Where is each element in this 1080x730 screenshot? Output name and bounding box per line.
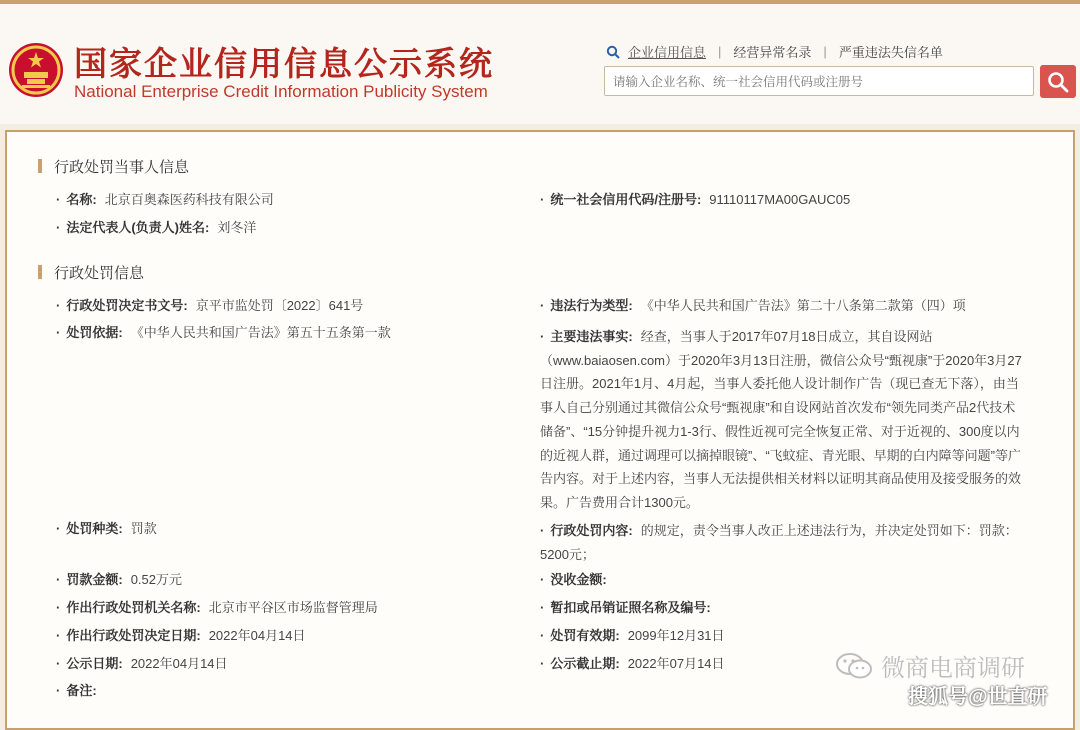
field-publish-date: · 公示日期: 2022年04月14日 <box>56 656 228 671</box>
field-basis: · 处罚依据: 《中华人民共和国广告法》第五十五条第一款 <box>56 325 391 340</box>
field-publish-end: · 公示截止期: 2022年07月14日 <box>540 656 725 671</box>
field-penalty-content: · 行政处罚内容: 的规定，责令当事人改正上述违法行为，并决定处罚如下：罚款：5200元； <box>540 523 1018 562</box>
link-abnormal-list[interactable]: 经营异常名录 <box>733 45 812 60</box>
value-violation-type: 《中华人民共和国广告法》第二十八条第二款第（四）项 <box>640 298 966 313</box>
top-links <box>606 42 943 61</box>
search-input[interactable] <box>611 68 1015 96</box>
label-publish-date: 公示日期: <box>66 656 123 671</box>
label-doc-no: 行政处罚决定书文号: <box>66 298 188 313</box>
value-validity: 2099年12月31日 <box>627 628 725 643</box>
label-remark: 备注: <box>66 683 97 698</box>
label-main-facts: 主要违法事实: <box>550 329 633 344</box>
field-confiscation: · 没收金额: <box>540 572 607 587</box>
site-title-en: National Enterprise Credit Information Publicity System <box>74 82 488 101</box>
section-party-title <box>38 156 189 177</box>
label-fine-amount: 罚款金额: <box>66 572 123 587</box>
field-validity: · 处罚有效期: 2099年12月31日 <box>540 628 725 643</box>
watermark-source: 搜狐号@世直研 <box>908 686 1048 708</box>
label-basis: 处罚依据: <box>66 325 123 340</box>
field-fine-amount: · 罚款金额: 0.52万元 <box>56 572 182 587</box>
section-party-title-text: 行政处罚当事人信息 <box>54 159 190 176</box>
field-penalty-kind: · 处罚种类: 罚款 <box>56 521 157 536</box>
value-authority: 北京市平谷区市场监督管理局 <box>208 600 378 615</box>
search-button[interactable] <box>1040 65 1076 98</box>
label-legal-rep: 法定代表人(负责人)姓名: <box>66 220 210 235</box>
label-license: 暂扣或吊销证照名称及编号: <box>550 600 711 615</box>
field-main-facts: · 主要违法事实: 经查，当事人于2017年07月18日成立，其自设网站（www.baiaosen.com）于2020年3月13日注册，微信公众号“甄视康”于2020年3月27日注册。2021年1月、4月起，当事人委托他人设计制作广告（现已查无下落），由当事人自己分别通过其微信公众号“甄视康”和自设网站首次发布“领先同类产品2代技术储备”、“15分钟提升视力1-3行、假性近视可完全恢复正常、对于近视的、300度以内的近视人群，通过调理可以摘掉眼镜”、“飞蚊症、青光眼、早期的白内障等问题”等广告内容。对于上述内容，当事人无法提供相关材料以证明其商品使用及接受服务的效果。广告费用合计1300元。 <box>540 329 1022 510</box>
label-authority: 作出行政处罚机关名称: <box>66 600 201 615</box>
link-credit-info[interactable]: 企业信用信息 <box>628 45 707 60</box>
section-marker <box>38 265 42 279</box>
national-emblem-icon <box>8 42 64 98</box>
label-penalty-content: 行政处罚内容: <box>550 523 633 538</box>
site-title-cn: 国家企业信用信息公示系统 <box>74 45 494 82</box>
value-publish-date: 2022年04月14日 <box>130 656 228 671</box>
value-penalty-kind: 罚款 <box>130 521 157 536</box>
label-violation-type: 违法行为类型: <box>550 298 633 313</box>
value-name: 北京百奥森医药科技有限公司 <box>104 192 274 207</box>
label-publish-end: 公示截止期: <box>550 656 620 671</box>
field-credit-code: · 统一社会信用代码/注册号: 91110117MA00GAUC05 <box>540 192 851 207</box>
field-doc-no: · 行政处罚决定书文号: 京平市监处罚〔2022〕641号 <box>56 298 364 313</box>
value-decision-date: 2022年04月14日 <box>208 628 306 643</box>
link-blacklist[interactable]: 严重违法失信名单 <box>838 45 943 60</box>
search-icon <box>1047 71 1069 93</box>
search-icon <box>606 45 620 59</box>
section-penalty-title-text: 行政处罚信息 <box>54 265 145 282</box>
label-penalty-kind: 处罚种类: <box>66 521 123 536</box>
value-doc-no: 京平市监处罚〔2022〕641号 <box>195 298 364 313</box>
link-separator: | <box>718 44 722 59</box>
field-decision-date: · 作出行政处罚决定日期: 2022年04月14日 <box>56 628 306 643</box>
site-header <box>0 4 1080 124</box>
field-violation-type: · 违法行为类型: 《中华人民共和国广告法》第二十八条第二款第（四）项 <box>540 298 966 313</box>
field-remark: · 备注: <box>56 683 97 698</box>
field-name: · 名称: 北京百奥森医药科技有限公司 <box>56 192 274 207</box>
watermark-wechat <box>835 648 1025 683</box>
value-publish-end: 2022年07月14日 <box>627 656 725 671</box>
value-basis: 《中华人民共和国广告法》第五十五条第一款 <box>130 325 391 340</box>
field-authority: · 作出行政处罚机关名称: 北京市平谷区市场监督管理局 <box>56 600 378 615</box>
value-credit-code: 91110117MA00GAUC05 <box>709 192 851 207</box>
value-fine-amount: 0.52万元 <box>130 572 182 587</box>
section-marker <box>38 159 42 173</box>
value-legal-rep: 刘冬洋 <box>217 220 257 235</box>
label-validity: 处罚有效期: <box>550 628 620 643</box>
field-license: · 暂扣或吊销证照名称及编号: <box>540 600 711 615</box>
search-box <box>604 66 1034 96</box>
wechat-icon <box>835 652 873 680</box>
section-penalty-title <box>38 262 144 283</box>
label-confiscation: 没收金额: <box>550 572 607 587</box>
label-name: 名称: <box>66 192 97 207</box>
value-main-facts: 经查，当事人于2017年07月18日成立，其自设网站（www.baiaosen.com）于2020年3月13日注册，微信公众号“甄视康”于2020年3月27日注册。2021年1月、4月起，当事人委托他人设计制作广告（现已查无下落），由当事人自己分别通过其微信公众号“甄视康”和自设网站首次发布“领先同类产品2代技术储备”、“15分钟提升视力1-3行、假性近视可完全恢复正常、对于近视的、300度以内的近视人群，通过调理可以摘掉眼镜”、“飞蚊症、青光眼、早期的白内障等问题”等广告内容。对于上述内容，当事人无法提供相关材料以证明其商品使用及接受服务的效果。广告费用合计1300元。 <box>540 329 1022 510</box>
value-penalty-content: 的规定，责令当事人改正上述违法行为，并决定处罚如下：罚款：5200元； <box>540 523 1018 562</box>
field-legal-rep: · 法定代表人(负责人)姓名: 刘冬洋 <box>56 220 257 235</box>
label-decision-date: 作出行政处罚决定日期: <box>66 628 201 643</box>
label-credit-code: 统一社会信用代码/注册号: <box>550 192 702 207</box>
link-separator: | <box>823 44 827 59</box>
watermark-text: 微商电商调研 <box>881 655 1025 682</box>
